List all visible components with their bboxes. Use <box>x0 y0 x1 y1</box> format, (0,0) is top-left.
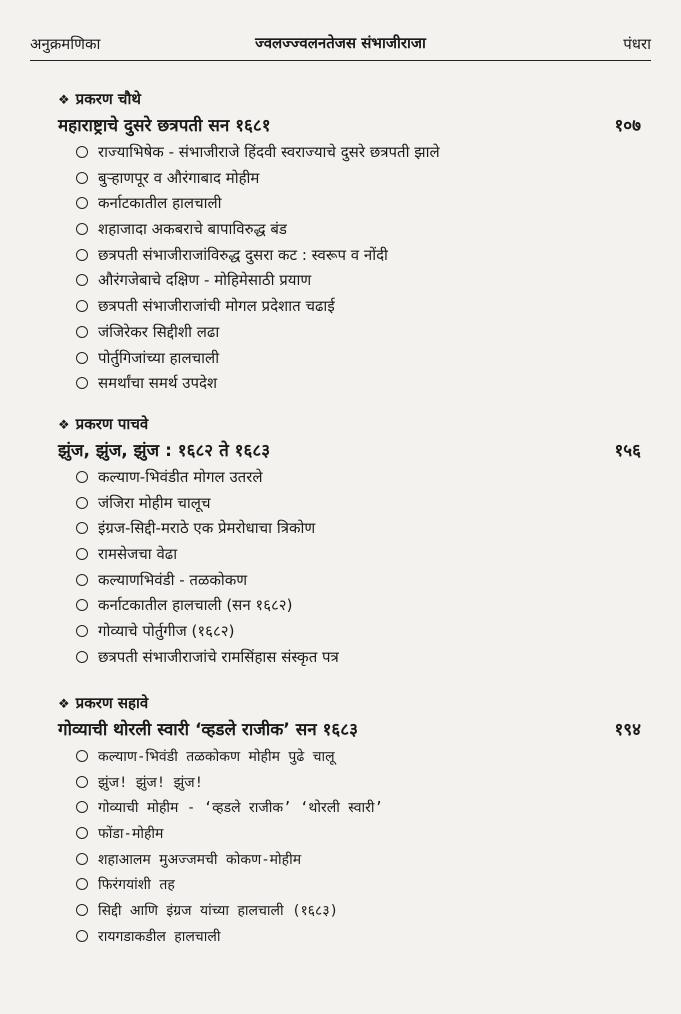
section-list <box>58 744 641 950</box>
list-item: शहाजादा अकबराचे बापाविरुद्ध बंड <box>76 217 641 243</box>
list-item: छत्रपती संभाजीराजांची मोगल प्रदेशात चढाई <box>76 294 641 320</box>
list-item: रामसेजचा वेढा <box>76 542 641 568</box>
diamond-bullet-icon: ❖ <box>58 697 70 712</box>
circle-bullet-icon <box>76 471 88 483</box>
list-item: गोव्याची मोहीम - ‘व्हडले राजीक’ ‘थोरली स्वारी’ <box>76 795 641 821</box>
list-item: पोर्तुगिजांच्या हालचाली <box>76 346 641 372</box>
list-item: कल्याणभिवंडी - तळकोकण <box>76 568 641 594</box>
section-list <box>58 140 641 397</box>
chapter-title: महाराष्ट्राचे दुसरे छत्रपती सन १६८१ १०७ <box>58 112 641 140</box>
circle-bullet-icon <box>76 827 88 839</box>
circle-bullet-icon <box>76 548 88 560</box>
list-item: रायगडाकडील हालचाली <box>76 924 641 950</box>
circle-bullet-icon <box>76 497 88 509</box>
chapter-6 <box>58 690 641 950</box>
circle-bullet-icon <box>76 750 88 762</box>
section-list <box>58 465 641 671</box>
list-item: कर्नाटकातील हालचाली <box>76 191 641 217</box>
list-item: इंग्रज-सिद्दी-मराठे एक प्रेमरोधाचा त्रिकोण <box>76 516 641 542</box>
chapter-label: ❖ प्रकरण चौथे <box>58 90 141 108</box>
circle-bullet-icon <box>76 574 88 586</box>
circle-bullet-icon <box>76 326 88 338</box>
list-item: सिद्दी आणि इंग्रज यांच्या हालचाली (१६८३) <box>76 898 641 924</box>
circle-bullet-icon <box>76 377 88 389</box>
circle-bullet-icon <box>76 249 88 261</box>
circle-bullet-icon <box>76 274 88 286</box>
chapter-page-number: १०७ <box>614 116 641 136</box>
list-item: फिरंगयांशी तह <box>76 872 641 898</box>
circle-bullet-icon <box>76 853 88 865</box>
circle-bullet-icon <box>76 904 88 916</box>
circle-bullet-icon <box>76 197 88 209</box>
circle-bullet-icon <box>76 776 88 788</box>
chapter-4 <box>58 86 641 397</box>
diamond-bullet-icon: ❖ <box>58 93 70 108</box>
circle-bullet-icon <box>76 651 88 663</box>
circle-bullet-icon <box>76 223 88 235</box>
circle-bullet-icon <box>76 801 88 813</box>
circle-bullet-icon <box>76 352 88 364</box>
chapter-label: ❖ प्रकरण सहावे <box>58 694 149 712</box>
header-book-title: ज्वलज्ज्वलनतेजस संभाजीराजा <box>255 34 426 52</box>
list-item: छत्रपती संभाजीराजांविरुद्ध दुसरा कट : स्वरूप व नोंदी <box>76 243 641 269</box>
circle-bullet-icon <box>76 625 88 637</box>
list-item: कर्नाटकातील हालचाली (सन १६८२) <box>76 593 641 619</box>
list-item: समर्थांचा समर्थ उपदेश <box>76 371 641 397</box>
circle-bullet-icon <box>76 522 88 534</box>
chapter-page-number: १५६ <box>614 441 641 461</box>
list-item: फोंडा-मोहीम <box>76 821 641 847</box>
circle-bullet-icon <box>76 878 88 890</box>
chapter-title: गोव्याची थोरली स्वारी ‘व्हडले राजीक’ सन १६८३ १९४ <box>58 716 641 744</box>
circle-bullet-icon <box>76 930 88 942</box>
list-item: छत्रपती संभाजीराजांचे रामसिंहास संस्कृत पत्र <box>76 645 641 671</box>
chapter-5 <box>58 411 641 671</box>
circle-bullet-icon <box>76 300 88 312</box>
chapter-page-number: १९४ <box>614 720 641 740</box>
list-item: शहाआलम मुअज्जमची कोकण-मोहीम <box>76 847 641 873</box>
list-item: राज्याभिषेक - संभाजीराजे हिंदवी स्वराज्याचे दुसरे छत्रपती झाले <box>76 140 641 166</box>
list-item: जंजिरा मोहीम चालूच <box>76 491 641 517</box>
header-left-title: अनुक्रमणिका <box>30 35 101 53</box>
list-item: गोव्याचे पोर्तुगीज (१६८२) <box>76 619 641 645</box>
header-page-number: पंधरा <box>623 35 651 53</box>
circle-bullet-icon <box>76 599 88 611</box>
circle-bullet-icon <box>76 146 88 158</box>
page-header <box>30 30 651 61</box>
list-item: कल्याण-भिवंडी तळकोकण मोहीम पुढे चालू <box>76 744 641 770</box>
list-item: कल्याण-भिवंडीत मोगल उतरले <box>76 465 641 491</box>
list-item: औरंगजेबाचे दक्षिण - मोहिमेसाठी प्रयाण <box>76 268 641 294</box>
list-item: बुऱ्हाणपूर व औरंगाबाद मोहीम <box>76 166 641 192</box>
list-item: जंजिरेकर सिद्दीशी लढा <box>76 320 641 346</box>
chapter-title: झुंज, झुंज, झुंज : १६८२ ते १६८३ १५६ <box>58 437 641 465</box>
circle-bullet-icon <box>76 172 88 184</box>
list-item: झुंज! झुंज! झुंज! <box>76 770 641 796</box>
diamond-bullet-icon: ❖ <box>58 418 70 433</box>
chapter-label: ❖ प्रकरण पाचवे <box>58 415 149 433</box>
